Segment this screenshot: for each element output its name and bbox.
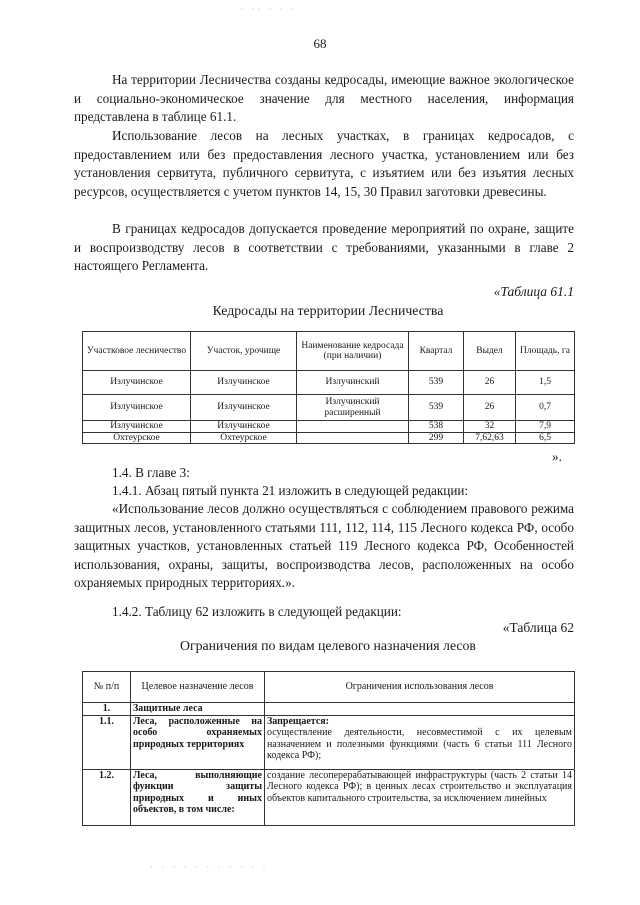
cell: Излучинское — [191, 395, 297, 421]
cell: Излучинское — [191, 371, 297, 395]
table-row — [83, 371, 575, 395]
row-purpose: Леса, выполняющие функции защиты природных и иных объектов, в том числе: — [131, 769, 265, 825]
table-61-1-caption: Кедросады на территории Лесничества — [212, 303, 444, 318]
amend-chapter-3: 1.4. В главе 3: — [112, 465, 190, 480]
cell: 539 — [409, 395, 464, 421]
cell: 26 — [464, 395, 516, 421]
row-restriction — [265, 703, 575, 716]
cell: Охтеурское — [83, 432, 191, 444]
cell — [297, 432, 409, 444]
paragraph-cedar-gardens: На территории Лесничества созданы кедросады, имеющие важное экологическое и социально-экономическое значение для местного населения, информация представлена в таблице 61.1. — [74, 72, 574, 125]
header-section: Участок, урочище — [191, 332, 297, 371]
row-purpose: Леса, расположенные на особо охраняемых природных территориях — [131, 715, 265, 769]
paragraph-permitted-activities: В границах кедросадов допускается проведение мероприятий по охране, защите и воспроизводству лесов в соответствии с требованиями, указанными в главе 2 настоящего Регламента. — [74, 221, 574, 274]
cell: 6,5 — [516, 432, 575, 444]
prohibited-label: Запрещается: — [267, 715, 330, 727]
cell: Излучинское — [83, 371, 191, 395]
cell: 299 — [409, 432, 464, 444]
row-restriction — [265, 715, 575, 769]
table-62-label: «Таблица 62 — [502, 620, 574, 635]
table-62-caption: Ограничения по видам целевого назначения лесов — [180, 638, 476, 653]
cell — [297, 421, 409, 433]
header-restrictions: Ограничения использования лесов — [265, 672, 575, 703]
table-row — [83, 432, 575, 444]
amend-quote-paragraph: «Использование лесов должно осуществляться с соблюдением правового режима защитных лесов, установленного статьями 111, 112, 114, 115 Лесного кодекса РФ, особо защитных участков, установленных статьей 119 Лесного кодекса РФ, Особенностей использования, охраны, защиты, воспроизводства лесов, расположенных на особо охраняемых природных территориях.». — [74, 501, 574, 591]
restriction-text: осуществление деятельности, несовместимой с их целевым назначением и полезными функциями (часть 6 статьи 111 Лесного кодекса РФ); — [267, 727, 572, 762]
cell: Излучинское — [83, 395, 191, 421]
cell: Излучинский расширенный — [297, 395, 409, 421]
row-restriction: создание лесоперерабатывающей инфраструктуры (часть 2 статьи 14 Лесного кодекса РФ); в ценных лесах строительство и эксплуатация объектов капитального строительства, за исключением линейных — [265, 769, 575, 825]
header-quarter: Квартал — [409, 332, 464, 371]
cell: 538 — [409, 421, 464, 433]
table-header-row — [83, 332, 575, 371]
header-number: № п/п — [83, 672, 131, 703]
cell: 7,62,63 — [464, 432, 516, 444]
header-area: Площадь, га — [516, 332, 575, 371]
row-number: 1.1. — [83, 715, 131, 769]
row-purpose: Защитные леса — [131, 703, 265, 716]
table-61-1-label: «Таблица 61.1 — [493, 284, 574, 299]
cell: Излучинский — [297, 371, 409, 395]
header-forestry: Участковое лесничество — [83, 332, 191, 371]
cell: 539 — [409, 371, 464, 395]
table-row — [83, 715, 575, 769]
page-number: 68 — [313, 36, 327, 51]
table-row — [83, 421, 575, 433]
cell: 7,9 — [516, 421, 575, 433]
cell: 1,5 — [516, 371, 575, 395]
cell: Излучинское — [191, 421, 297, 433]
header-purpose: Целевое назначение лесов — [131, 672, 265, 703]
cell: Охтеурское — [191, 432, 297, 444]
scan-noise: · ·· · · · — [240, 4, 297, 14]
header-garden-name: Наименование кедросада (при наличии) — [297, 332, 409, 371]
cell: 32 — [464, 421, 516, 433]
table-row — [83, 703, 575, 716]
table-row — [83, 395, 575, 421]
header-allotment: Выдел — [464, 332, 516, 371]
paragraph-forest-use: Использование лесов на лесных участках, в границах кедросадов, с предоставлением или без предоставления лесного участка, установлением или без установления сервитута, публичного сервитута, с изъятием или без изъятия лесных ресурсов, осуществляется с учетом пунктов 14, 15, 30 Правил заготовки древесины. — [74, 128, 574, 199]
cell: 26 — [464, 371, 516, 395]
table-header-row — [83, 672, 575, 703]
table-row — [83, 769, 575, 825]
restrictions-table — [82, 671, 575, 826]
row-number: 1.2. — [83, 769, 131, 825]
cell: Излучинское — [83, 421, 191, 433]
amend-1-4-1: 1.4.1. Абзац пятый пункта 21 изложить в следующей редакции: — [112, 483, 469, 498]
table-61-1-closing-quote: ». — [552, 449, 562, 464]
row-number: 1. — [83, 703, 131, 716]
cedar-gardens-table — [82, 331, 575, 444]
scan-noise: · · · · · · · · · · · — [150, 862, 269, 872]
cell: 0,7 — [516, 395, 575, 421]
amend-1-4-2: 1.4.2. Таблицу 62 изложить в следующей редакции: — [112, 604, 402, 619]
